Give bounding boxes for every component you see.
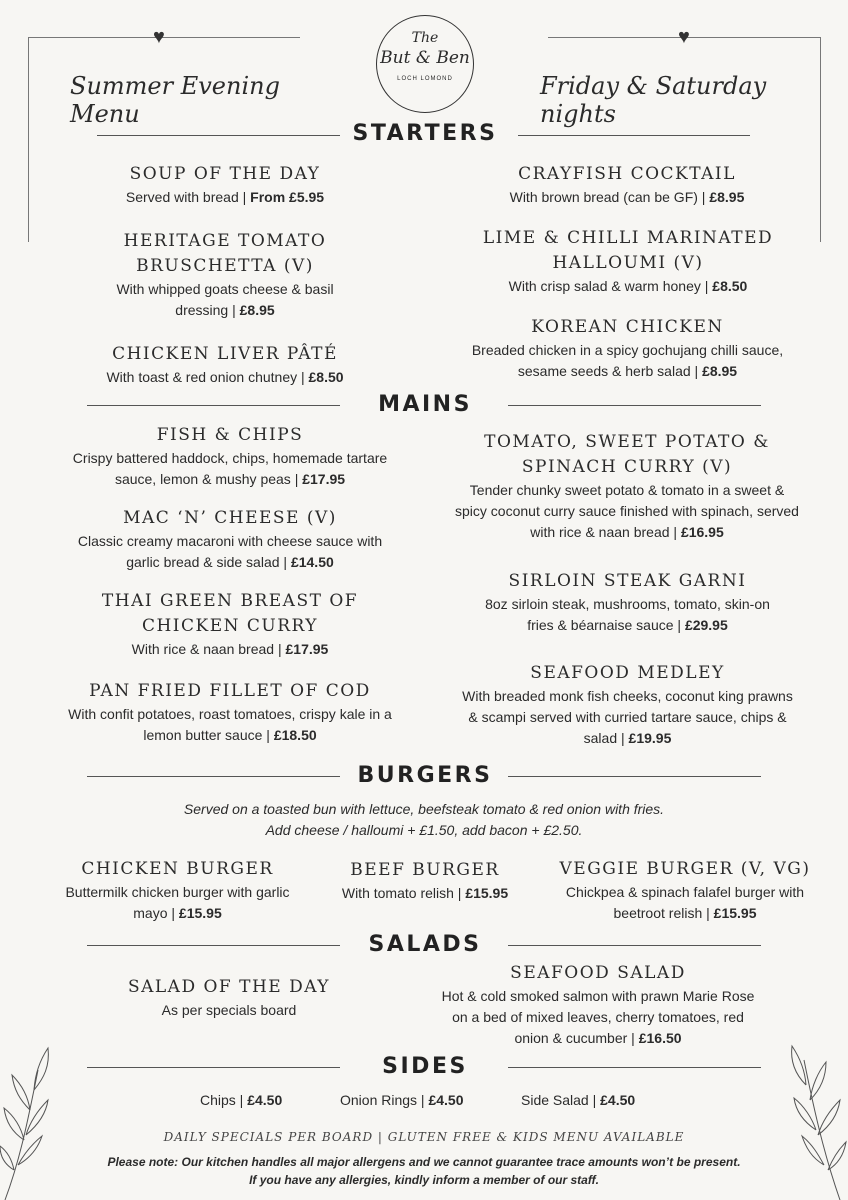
item-name: SOUP OF THE DAY xyxy=(129,164,321,184)
item-desc: With toast & red onion chutney | xyxy=(106,369,309,385)
logo-name: But & Ben xyxy=(380,48,470,68)
side-name: Chips | xyxy=(200,1092,248,1108)
item-desc: Buttermilk chicken burger with garlic mayo | xyxy=(65,884,290,921)
item-price: From £5.95 xyxy=(250,189,325,205)
item-desc: With crisp salad & warm honey | xyxy=(508,278,713,294)
starters-rule-right xyxy=(518,135,750,136)
heart-icon: ♥ xyxy=(678,26,690,48)
item-desc: As per specials board xyxy=(161,1002,297,1018)
side-price: £4.50 xyxy=(247,1092,283,1108)
logo-the: The xyxy=(411,30,439,46)
burgers-note-line1: Served on a toasted bun with lettuce, beefsteak tomato & red onion with fries. xyxy=(183,801,665,817)
menu-item xyxy=(460,661,795,749)
item-name: TOMATO, SWEET POTATO & SPINACH CURRY (V) xyxy=(484,432,770,477)
item-price: £14.50 xyxy=(290,554,334,570)
menu-item xyxy=(55,679,405,746)
item-desc: With rice & naan bread | xyxy=(131,641,286,657)
sides-rule-right xyxy=(508,1067,761,1068)
item-price: £19.95 xyxy=(628,730,672,746)
salads-rule-right xyxy=(508,945,761,946)
item-name: FISH & CHIPS xyxy=(156,425,304,445)
item-desc: Served with bread | xyxy=(125,189,251,205)
side-name: Onion Rings | xyxy=(340,1092,429,1108)
item-name: CHICKEN LIVER PÂTÉ xyxy=(112,344,338,364)
sides-title: SIDES xyxy=(382,1054,468,1079)
item-name: CRAYFISH COCKTAIL xyxy=(518,164,736,184)
allergen-line2: If you have any allergies, kindly inform a member of our staff. xyxy=(249,1173,599,1187)
starters-title: STARTERS xyxy=(352,121,498,146)
mains-rule-left xyxy=(87,405,340,406)
item-desc: Crispy battered haddock, chips, homemade tartare sauce, lemon & mushy peas | xyxy=(72,450,388,487)
item-desc: Chickpea & spinach falafel burger with beetroot relish | xyxy=(565,884,805,921)
item-name: SEAFOOD SALAD xyxy=(510,963,686,983)
item-desc: With whipped goats cheese & basil dressing | xyxy=(116,281,334,318)
item-desc: Tender chunky sweet potato & tomato in a sweet & spicy coconut curry sauce finished with spinach, served with rice & naan bread | xyxy=(455,482,799,540)
side-item xyxy=(200,1090,282,1111)
header-right-script: Friday & Saturday nights xyxy=(540,72,767,128)
side-price: £4.50 xyxy=(600,1092,636,1108)
heart-icon: ♥ xyxy=(153,26,165,48)
item-desc: With tomato relish | xyxy=(341,885,466,901)
leaf-branch-left-illustration xyxy=(0,1030,75,1200)
side-item xyxy=(340,1090,464,1111)
item-price: £15.95 xyxy=(465,885,509,901)
side-item xyxy=(521,1090,635,1111)
menu-item xyxy=(80,162,370,208)
side-price: £4.50 xyxy=(428,1092,464,1108)
item-desc: Breaded chicken in a spicy gochujang chilli sauce, sesame seeds & herb salad | xyxy=(471,342,784,379)
item-price: £18.50 xyxy=(273,727,317,743)
frame-left-vertical xyxy=(28,37,29,242)
item-desc: Classic creamy macaroni with cheese sauce with garlic bread & side salad | xyxy=(77,533,383,570)
item-price: £16.95 xyxy=(680,524,724,540)
item-price: £8.95 xyxy=(702,363,738,379)
item-name: KOREAN CHICKEN xyxy=(531,317,724,337)
item-price: £8.50 xyxy=(308,369,344,385)
specials-line: DAILY SPECIALS PER BOARD | GLUTEN FREE & KIDS MENU AVAILABLE xyxy=(163,1130,685,1144)
menu-item xyxy=(100,975,358,1021)
menu-item xyxy=(90,589,370,660)
side-name: Side Salad | xyxy=(521,1092,601,1108)
menu-item xyxy=(60,423,400,490)
menu-item xyxy=(320,858,530,904)
frame-right-vertical xyxy=(820,37,821,242)
menu-item xyxy=(472,162,782,208)
menu-item xyxy=(465,315,790,382)
menu-item xyxy=(452,430,802,543)
burgers-note-line2: Add cheese / halloumi + £1.50, add bacon + £2.50. xyxy=(265,822,583,838)
item-desc: With brown bread (can be GF) | xyxy=(509,189,710,205)
item-desc: Hot & cold smoked salmon with prawn Marie Rose on a bed of mixed leaves, cherry tomatoes, red onion & cucumber | xyxy=(441,988,755,1046)
item-name: SALAD OF THE DAY xyxy=(127,977,331,997)
burgers-title: BURGERS xyxy=(357,763,493,788)
burgers-rule-left xyxy=(87,776,340,777)
item-desc: 8oz sirloin steak, mushrooms, tomato, skin-on fries & béarnaise sauce | xyxy=(485,596,770,633)
starters-rule-left xyxy=(97,135,340,136)
item-name: MAC ‘N’ CHEESE (V) xyxy=(123,508,337,528)
mains-title: MAINS xyxy=(378,392,472,417)
menu-item xyxy=(470,569,785,636)
item-name: PAN FRIED FILLET OF COD xyxy=(89,681,371,701)
item-desc: With breaded monk fish cheeks, coconut king prawns & scampi served with curried tartare sauce, chips & salad | xyxy=(462,688,793,746)
menu-item xyxy=(433,961,763,1049)
leaf-branch-right-illustration xyxy=(760,1030,848,1200)
item-name: SIRLOIN STEAK GARNI xyxy=(508,571,747,591)
menu-item xyxy=(478,226,778,297)
item-name: HERITAGE TOMATO BRUSCHETTA (V) xyxy=(123,231,327,276)
allergen-line1: Please note: Our kitchen handles all major allergens and we cannot guarantee trace amounts won’t be present. xyxy=(107,1155,741,1169)
menu-item xyxy=(60,342,390,388)
menu-item xyxy=(60,857,295,924)
item-price: £8.95 xyxy=(709,189,745,205)
menu-item xyxy=(555,857,815,924)
menu-item xyxy=(60,506,400,573)
item-desc: With confit potatoes, roast tomatoes, crispy kale in a lemon butter sauce | xyxy=(68,706,392,743)
mains-rule-right xyxy=(508,405,761,406)
item-name: THAI GREEN BREAST OF CHICKEN CURRY xyxy=(101,591,359,636)
item-name: SEAFOOD MEDLEY xyxy=(530,663,725,683)
item-price: £8.95 xyxy=(239,302,275,318)
item-name: BEEF BURGER xyxy=(350,860,500,880)
item-name: CHICKEN BURGER xyxy=(81,859,274,879)
header-left-script: Summer Evening Menu xyxy=(70,72,280,128)
item-price: £17.95 xyxy=(302,471,346,487)
item-price: £8.50 xyxy=(712,278,748,294)
item-name: VEGGIE BURGER (V, VG) xyxy=(559,859,811,879)
burgers-rule-right xyxy=(508,776,761,777)
salads-rule-left xyxy=(87,945,340,946)
item-name: LIME & CHILLI MARINATED HALLOUMI (V) xyxy=(482,228,774,273)
item-price: £17.95 xyxy=(285,641,329,657)
burgers-note xyxy=(60,799,788,841)
menu-item xyxy=(95,229,355,321)
item-price: £15.95 xyxy=(178,905,222,921)
item-price: £16.50 xyxy=(638,1030,682,1046)
allergen-note xyxy=(30,1153,818,1189)
sides-rule-left xyxy=(87,1067,340,1068)
logo-sub: LOCH LOMOND xyxy=(397,76,453,82)
item-price: £15.95 xyxy=(713,905,757,921)
item-price: £29.95 xyxy=(684,617,728,633)
logo xyxy=(376,15,474,113)
salads-title: SALADS xyxy=(368,932,482,957)
